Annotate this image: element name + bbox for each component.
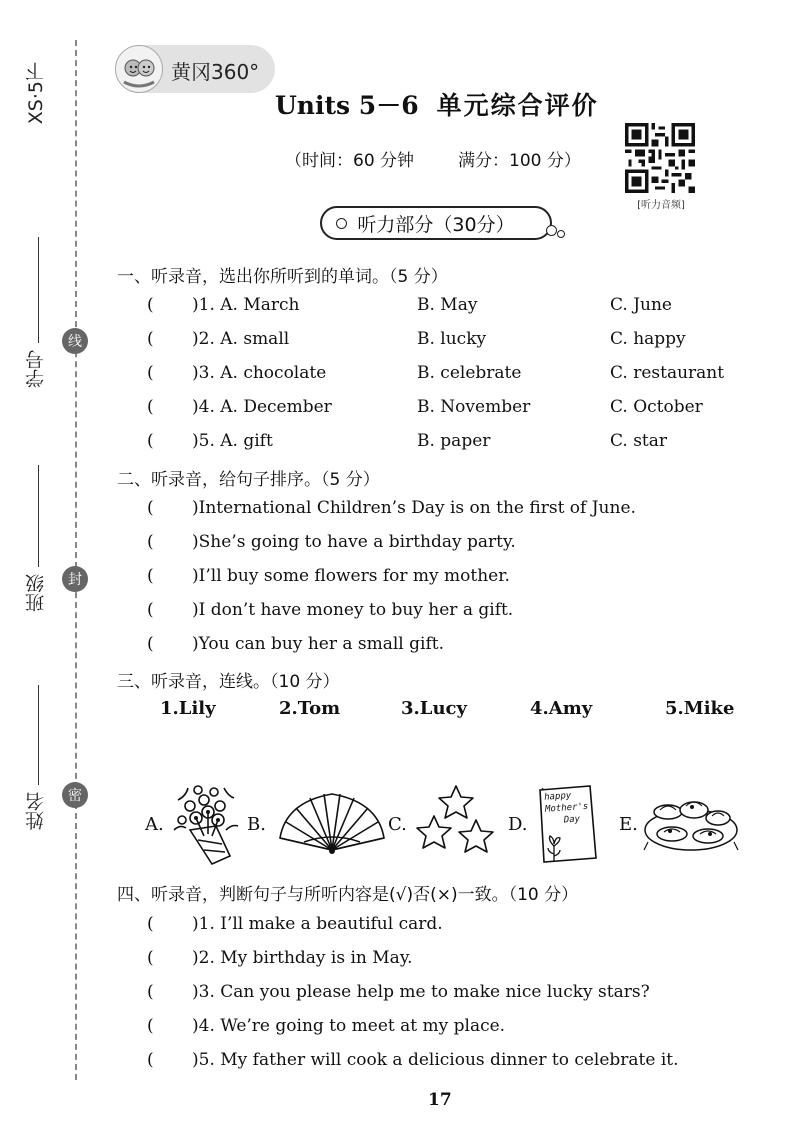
- answer-paren[interactable]: (: [147, 914, 154, 934]
- option-b: B. November: [417, 397, 531, 417]
- picture-b-label: B.: [247, 814, 266, 835]
- class-blank[interactable]: [38, 465, 39, 567]
- section-2-title: 二、听录音，给句子排序。（5 分）: [117, 470, 380, 490]
- sentence: )You can buy her a small gift.: [192, 634, 444, 654]
- sentence: )2. My birthday is in May.: [192, 948, 413, 968]
- time-limit: （时间：60 分钟: [285, 151, 415, 171]
- name-lily[interactable]: 1.Lily: [160, 698, 216, 719]
- banner-bubble-icon: [336, 218, 347, 229]
- section-4-title: 四、听录音，判断句子与所听内容是(√)否(×)一致。（10 分）: [117, 885, 579, 905]
- page-number: 17: [428, 1090, 452, 1110]
- sentence: )4. We’re going to meet at my place.: [192, 1016, 506, 1036]
- option-a: )2. A. small: [192, 329, 290, 349]
- answer-paren[interactable]: (: [147, 566, 154, 586]
- option-c: C. restaurant: [610, 363, 725, 383]
- answer-paren[interactable]: (: [147, 431, 154, 451]
- brand-logo-icon: [115, 45, 163, 93]
- answer-paren[interactable]: (: [147, 1050, 154, 1070]
- binding-dashed-line: [75, 40, 77, 1080]
- flower-bouquet-icon[interactable]: [168, 778, 240, 866]
- lucky-stars-icon[interactable]: [414, 782, 498, 862]
- name-label: 姓名: [25, 792, 47, 830]
- answer-paren[interactable]: (: [147, 329, 154, 349]
- seal-line: 线: [62, 328, 88, 354]
- option-c: C. star: [610, 431, 668, 451]
- title-chinese: 单元综合评价: [436, 91, 599, 120]
- full-score: 满分：100 分）: [458, 151, 581, 171]
- option-b: B. paper: [417, 431, 491, 451]
- answer-paren[interactable]: (: [147, 363, 154, 383]
- answer-paren[interactable]: (: [147, 532, 154, 552]
- option-c: C. October: [610, 397, 703, 417]
- card-text: happy Mother's Day: [543, 790, 589, 826]
- section-1-title: 一、听录音，选出你所听到的单词。（5 分）: [117, 267, 448, 287]
- banner-bubble-icon: [546, 225, 557, 236]
- answer-paren[interactable]: (: [147, 600, 154, 620]
- student-number-label: 学号: [25, 350, 47, 388]
- option-b: B. lucky: [417, 329, 487, 349]
- answer-paren[interactable]: (: [147, 295, 154, 315]
- option-b: B. May: [417, 295, 478, 315]
- sentence: )She’s going to have a birthday party.: [192, 532, 516, 552]
- option-a: )5. A. gift: [192, 431, 273, 451]
- banner-bubble-icon: [557, 230, 565, 238]
- option-b: B. celebrate: [417, 363, 522, 383]
- answer-paren[interactable]: (: [147, 1016, 154, 1036]
- seal-seal: 封: [62, 566, 88, 592]
- sentence: )International Children’s Day is on the first of June.: [192, 498, 636, 518]
- option-c: C. June: [610, 295, 672, 315]
- sentence: )3. Can you please help me to make nice lucky stars?: [192, 982, 650, 1002]
- class-label: 班级: [25, 574, 47, 612]
- exam-info: [285, 146, 581, 171]
- sentence: )1. I’ll make a beautiful card.: [192, 914, 443, 934]
- sentence: )5. My father will cook a delicious dinner to celebrate it.: [192, 1050, 679, 1070]
- folding-fan-icon[interactable]: [276, 788, 388, 858]
- name-blank[interactable]: [38, 685, 39, 785]
- page-title: [275, 86, 599, 122]
- answer-paren[interactable]: (: [147, 982, 154, 1002]
- name-mike[interactable]: 5.Mike: [665, 698, 735, 719]
- qr-code-icon[interactable]: [625, 123, 695, 193]
- option-a: )4. A. December: [192, 397, 332, 417]
- name-lucy[interactable]: 3.Lucy: [401, 698, 467, 719]
- option-a: )3. A. chocolate: [192, 363, 327, 383]
- section-3-title: 三、听录音，连线。（10 分）: [117, 672, 340, 692]
- answer-paren[interactable]: (: [147, 397, 154, 417]
- banner-text: 听力部分（30分）: [357, 213, 515, 236]
- option-a: )1. A. March: [192, 295, 300, 315]
- series-code: XS·5下: [25, 62, 47, 125]
- student-number-blank[interactable]: [38, 237, 39, 343]
- brand-badge: [115, 45, 275, 93]
- name-tom[interactable]: 2.Tom: [279, 698, 341, 719]
- title-units: Units 5－6: [275, 91, 419, 120]
- sentence: )I don’t have money to buy her a gift.: [192, 600, 514, 620]
- seal-secret: 密: [62, 782, 88, 808]
- listening-banner: [320, 206, 552, 240]
- brand-name: 黄冈360°: [171, 60, 260, 84]
- answer-paren[interactable]: (: [147, 948, 154, 968]
- qr-caption: [听力音频]: [637, 200, 685, 211]
- sentence: )I’ll buy some flowers for my mother.: [192, 566, 510, 586]
- answer-paren[interactable]: (: [147, 498, 154, 518]
- mothers-day-card-icon[interactable]: [536, 784, 600, 864]
- picture-d-label: D.: [508, 814, 528, 835]
- answer-paren[interactable]: (: [147, 634, 154, 654]
- picture-a-label: A.: [145, 814, 164, 835]
- picture-c-label: C.: [388, 814, 407, 835]
- name-amy[interactable]: 4.Amy: [530, 698, 593, 719]
- dinner-dishes-icon[interactable]: [642, 790, 740, 854]
- picture-e-label: E.: [619, 814, 638, 835]
- option-c: C. happy: [610, 329, 686, 349]
